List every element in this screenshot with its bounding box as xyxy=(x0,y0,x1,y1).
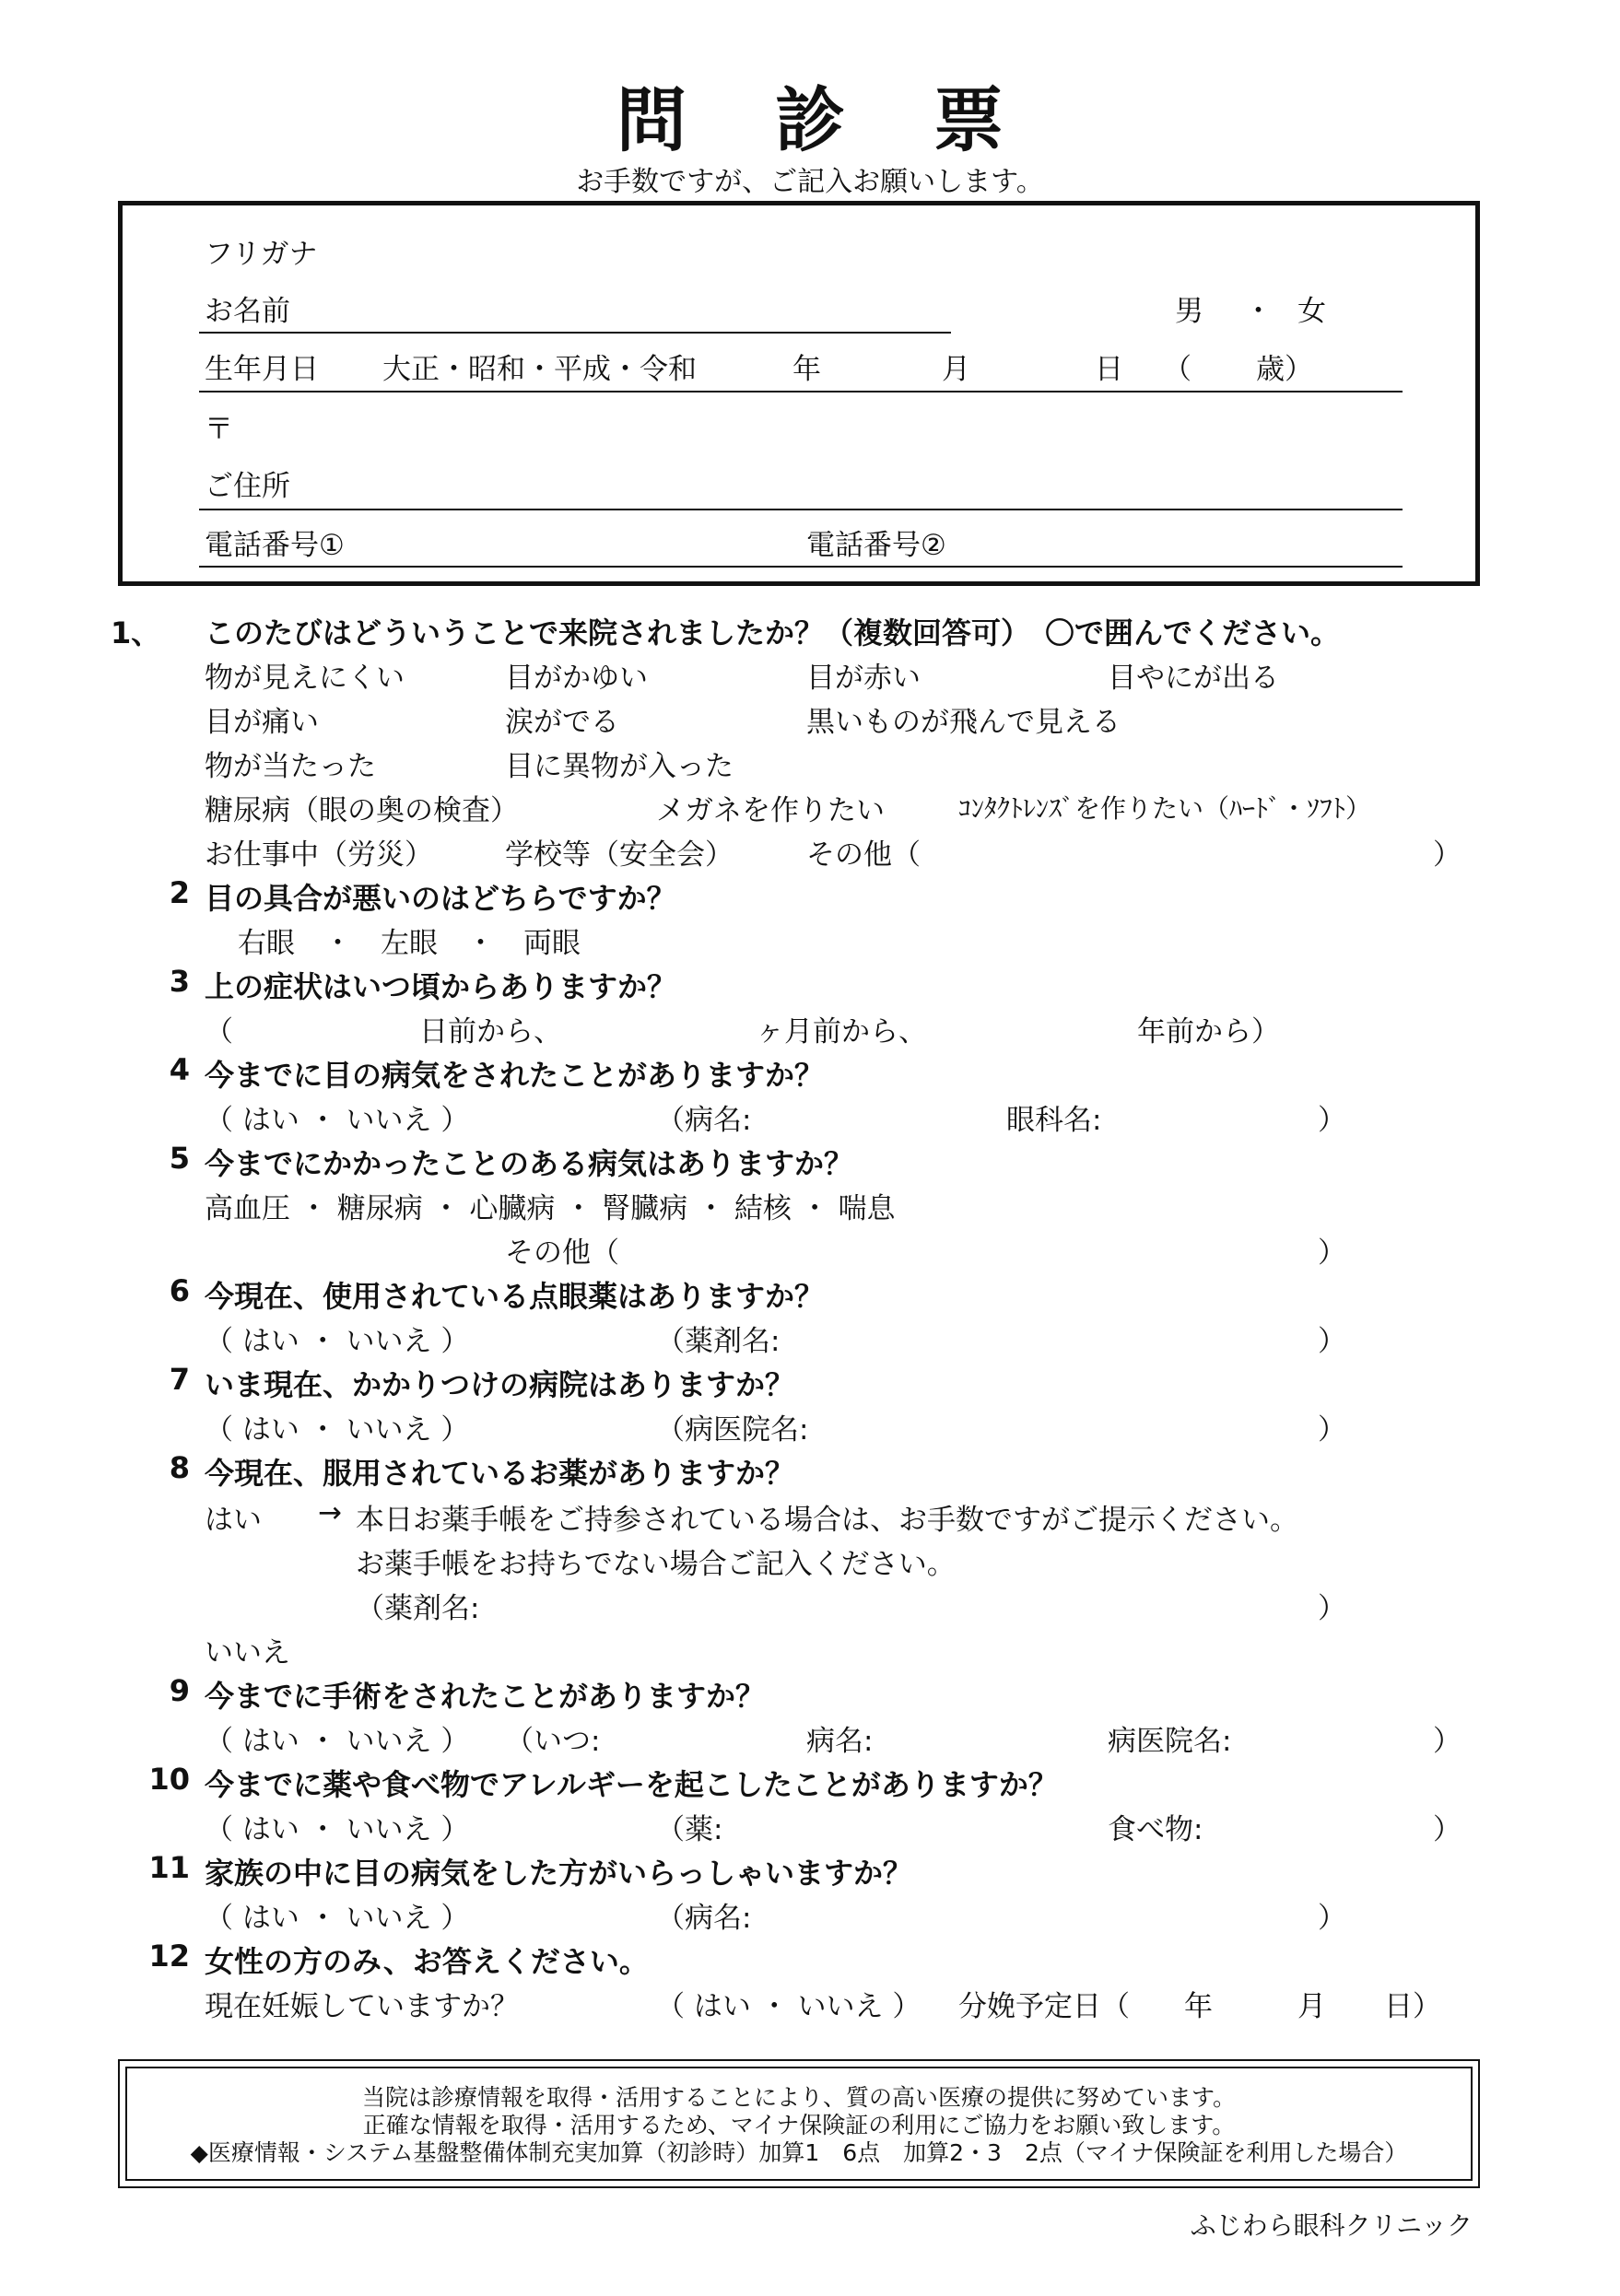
name-label: お名前 xyxy=(205,295,290,328)
q1-option[interactable]: 目がかゆい xyxy=(505,662,648,695)
q11-close: ） xyxy=(1318,1902,1346,1935)
q3-years-field[interactable]: 年前から） xyxy=(1137,1015,1280,1048)
q4-close: ） xyxy=(1318,1104,1346,1137)
address-label: ご住所 xyxy=(205,470,290,503)
q9-hospital-field[interactable]: 病医院名: xyxy=(1108,1725,1232,1758)
q6-close: ） xyxy=(1318,1325,1346,1358)
q6-yes-no[interactable]: （ はい ・ いいえ ） xyxy=(205,1325,470,1358)
arrow-right-icon: → xyxy=(318,1496,342,1529)
q5-close: ） xyxy=(1318,1236,1346,1270)
q5-text: 今までにかかったことのある病気はありますか？ xyxy=(205,1146,854,1181)
q4-yes-no[interactable]: （ はい ・ いいえ ） xyxy=(205,1104,470,1137)
q8-drug-field[interactable]: （薬剤名: xyxy=(356,1592,480,1625)
q3-months-field[interactable]: ヶ月前から、 xyxy=(756,1015,927,1048)
q1-option[interactable]: メガネを作りたい xyxy=(656,794,885,827)
page-title: 問診票 xyxy=(616,79,1092,161)
q10-drug-field[interactable]: （薬: xyxy=(656,1813,723,1846)
q12-due-day: 日） xyxy=(1384,1990,1441,2023)
q7-number: 7 xyxy=(169,1362,190,1397)
q2-number: 2 xyxy=(169,875,190,910)
page-subtitle: お手数ですが、ご記入お願いします。 xyxy=(576,166,1044,198)
q8-yes-option[interactable]: はい xyxy=(205,1504,262,1537)
q2-eye-options[interactable]: 右眼 ・ 左眼 ・ 両眼 xyxy=(238,927,581,960)
q7-yes-no[interactable]: （ はい ・ いいえ ） xyxy=(205,1413,470,1447)
age-open-paren: （ xyxy=(1163,353,1192,386)
age-label: 歳） xyxy=(1256,353,1313,386)
q1-option[interactable]: 物が当たった xyxy=(205,750,376,783)
birth-year-label: 年 xyxy=(792,353,821,386)
q6-number: 6 xyxy=(169,1273,190,1308)
q4-disease-field[interactable]: （病名: xyxy=(656,1104,752,1137)
q10-food-field[interactable]: 食べ物: xyxy=(1108,1813,1203,1846)
name-underline[interactable] xyxy=(199,332,951,334)
sex-separator: ・ xyxy=(1244,295,1273,328)
q12-due-date-field[interactable]: 分娩予定日（ xyxy=(958,1990,1130,2023)
q1-option[interactable]: 黒いものが飛んで見える xyxy=(806,706,1121,739)
q11-text: 家族の中に目の病気をした方がいらっしゃいますか？ xyxy=(205,1856,913,1891)
sex-male-option[interactable]: 男 xyxy=(1175,295,1203,328)
q3-number: 3 xyxy=(169,964,190,999)
q5-other-field[interactable]: その他（ xyxy=(505,1236,619,1270)
q1-option[interactable]: 目に異物が入った xyxy=(505,750,734,783)
q9-close: ） xyxy=(1433,1725,1462,1758)
q8-no-option[interactable]: いいえ xyxy=(205,1636,290,1669)
q1-other-option[interactable]: その他（ xyxy=(806,838,921,872)
address-underline[interactable] xyxy=(199,509,1403,510)
q9-text: 今までに手術をされたことがありますか？ xyxy=(205,1679,766,1714)
birthdate-underline[interactable] xyxy=(199,391,1403,392)
q1-option[interactable]: ｺﾝﾀｸﾄﾚﾝｽﾞを作りたい（ﾊｰﾄﾞ・ｿﾌﾄ） xyxy=(958,793,1372,824)
q3-days-field[interactable]: 日前から、 xyxy=(419,1015,562,1048)
notice-line-1: 当院は診療情報を取得・活用することにより、質の高い医療の提供に努めています。 xyxy=(361,2084,1236,2111)
postal-mark: 〒 xyxy=(205,413,233,446)
q9-number: 9 xyxy=(169,1673,190,1708)
clinic-name: ふじわら眼科クリニック xyxy=(1190,2210,1473,2241)
birth-month-label: 月 xyxy=(942,353,970,386)
q8-close: ） xyxy=(1318,1592,1346,1625)
q12-number: 12 xyxy=(148,1939,190,1974)
birth-day-label: 日 xyxy=(1095,353,1123,386)
q7-close: ） xyxy=(1318,1413,1346,1447)
phone1-label: 電話番号① xyxy=(205,529,345,562)
q1-option[interactable]: 物が見えにくい xyxy=(205,662,405,695)
q8-instruction-1: 本日お薬手帳をご持参されている場合は、お手数ですがご提示ください。 xyxy=(356,1504,1298,1537)
q9-disease-field[interactable]: 病名: xyxy=(806,1725,874,1758)
q12-pregnant-label: 現在妊娠していますか？ xyxy=(205,1990,519,2023)
q8-text: 今現在、服用されているお薬がありますか？ xyxy=(205,1456,795,1491)
q1-option[interactable]: 目やにが出る xyxy=(1108,662,1279,695)
q6-drug-field[interactable]: （薬剤名: xyxy=(656,1325,781,1358)
q10-close: ） xyxy=(1433,1813,1462,1846)
q8-instruction-2: お薬手帳をお持ちでない場合ご記入ください。 xyxy=(356,1548,956,1581)
q11-yes-no[interactable]: （ はい ・ いいえ ） xyxy=(205,1902,470,1935)
q1-other-close: ） xyxy=(1433,838,1462,872)
q1-number: 1、 xyxy=(111,615,161,650)
q3-open-paren: （ xyxy=(205,1015,233,1048)
q10-number: 10 xyxy=(148,1762,190,1797)
q4-clinic-field[interactable]: 眼科名: xyxy=(1006,1104,1102,1137)
furigana-label: フリガナ xyxy=(205,238,318,271)
q1-option[interactable]: 目が赤い xyxy=(806,662,921,695)
q7-text: いま現在、かかりつけの病院はありますか？ xyxy=(205,1367,795,1402)
q1-option[interactable]: 涙がでる xyxy=(505,706,619,739)
notice-inner-frame xyxy=(125,2067,1473,2181)
q4-text: 今までに目の病気をされたことがありますか？ xyxy=(205,1058,825,1093)
q12-yes-no[interactable]: （ はい ・ いいえ ） xyxy=(656,1990,922,2023)
q1-option[interactable]: 糖尿病（眼の奥の検査） xyxy=(205,794,519,827)
notice-line-3: ◆医療情報・システム基盤整備体制充実加算（初診時）加算1 6点 加算2・3 2点（マイナ保険証を利用した場合） xyxy=(190,2139,1408,2166)
q5-disease-options[interactable]: 高血圧 ・ 糖尿病 ・ 心臓病 ・ 腎臓病 ・ 結核 ・ 喘息 xyxy=(205,1192,896,1225)
q12-text: 女性の方のみ、お答えください。 xyxy=(205,1944,649,1979)
sex-female-option[interactable]: 女 xyxy=(1297,295,1326,328)
q9-yes-no[interactable]: （ はい ・ いいえ ） xyxy=(205,1725,470,1758)
q9-when-field[interactable]: （いつ: xyxy=(505,1725,601,1758)
q7-hospital-field[interactable]: （病医院名: xyxy=(656,1413,809,1447)
birthdate-label: 生年月日 xyxy=(205,353,319,386)
phone-underline[interactable] xyxy=(199,566,1403,568)
q8-number: 8 xyxy=(169,1450,190,1485)
q10-text: 今までに薬や食べ物でアレルギーを起こしたことがありますか？ xyxy=(205,1767,1058,1802)
q4-number: 4 xyxy=(169,1052,190,1087)
q3-text: 上の症状はいつ頃からありますか？ xyxy=(205,969,677,1004)
q1-option[interactable]: 学校等（安全会） xyxy=(505,838,734,872)
q11-number: 11 xyxy=(148,1850,190,1885)
q12-due-month: 月 xyxy=(1297,1990,1326,2023)
q11-disease-field[interactable]: （病名: xyxy=(656,1902,752,1935)
era-options[interactable]: 大正・昭和・平成・令和 xyxy=(382,353,697,386)
q12-due-year: 年 xyxy=(1184,1990,1213,2023)
q6-text: 今現在、使用されている点眼薬はありますか？ xyxy=(205,1279,825,1314)
phone2-label: 電話番号② xyxy=(806,529,946,562)
q2-text: 目の具合が悪いのはどちらですか？ xyxy=(205,881,676,916)
q5-number: 5 xyxy=(169,1141,190,1176)
notice-line-2: 正確な情報を取得・活用するため、マイナ保険証の利用にご協力をお願い致します。 xyxy=(362,2112,1236,2138)
q1-option[interactable]: お仕事中（労災） xyxy=(205,838,433,872)
q10-yes-no[interactable]: （ はい ・ いいえ ） xyxy=(205,1813,470,1846)
q1-option[interactable]: 目が痛い xyxy=(205,706,319,739)
q1-text: このたびはどういうことで来院されましたか？（複数回答可） 〇で囲んでください。 xyxy=(205,615,1341,650)
notice-box xyxy=(118,2059,1480,2188)
